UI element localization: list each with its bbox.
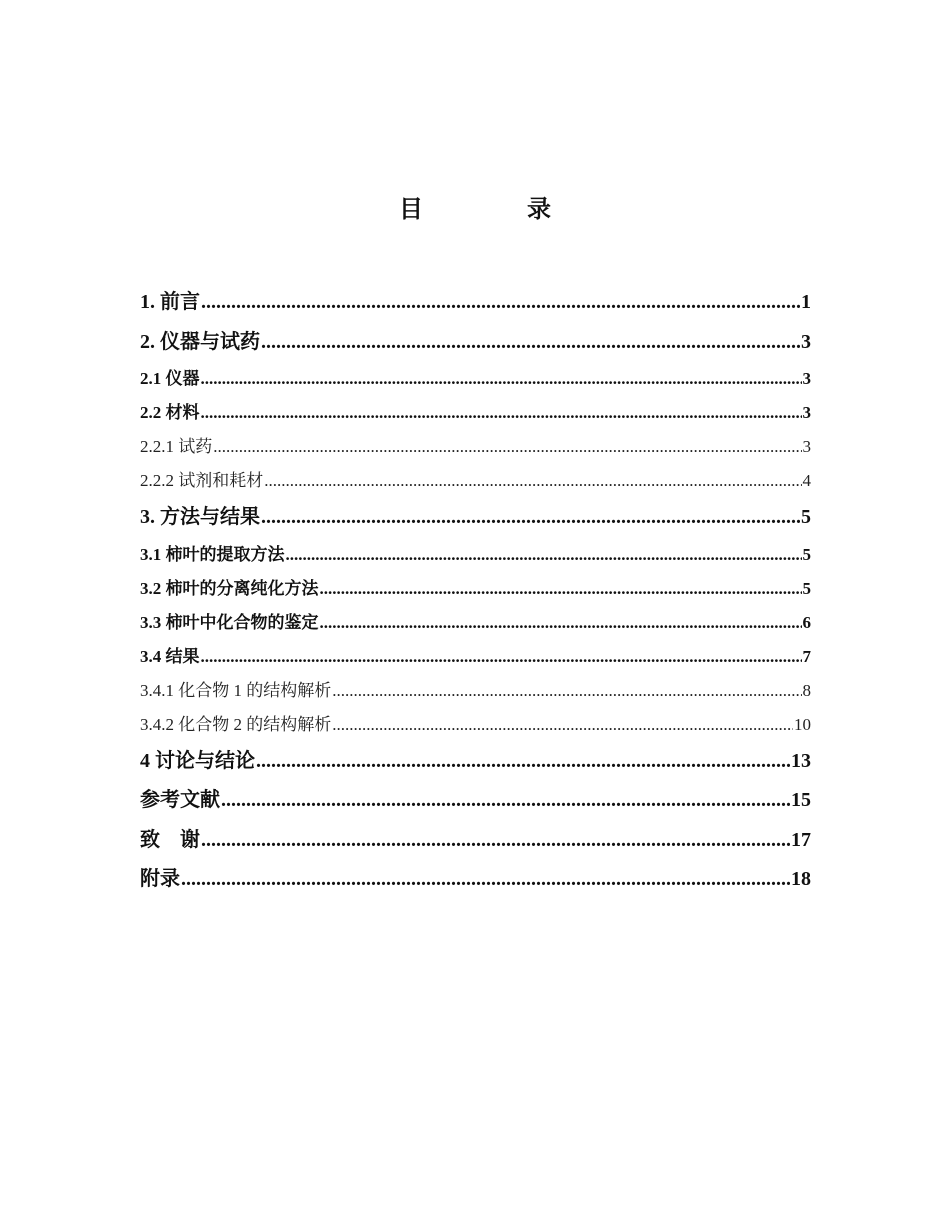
toc-entry-page: 3 xyxy=(802,403,811,422)
toc-entry-page: 15 xyxy=(791,789,811,811)
dot-leader xyxy=(320,572,802,606)
toc-entry-label: 致 谢 xyxy=(140,828,200,851)
toc-entry-instruments-reagents[interactable] xyxy=(140,323,811,363)
toc-entry-page: 8 xyxy=(802,680,811,700)
toc-entry-page: 7 xyxy=(802,646,811,666)
toc-entry-page: 5 xyxy=(802,544,811,564)
toc-list xyxy=(140,283,811,900)
toc-entry-page: 3 xyxy=(802,369,811,388)
toc-entry-reagents-consumables[interactable] xyxy=(140,464,811,498)
toc-entry-page: 10 xyxy=(794,714,811,734)
toc-entry-label: 2.2.2 试剂和耗材 xyxy=(140,471,264,490)
dot-leader xyxy=(221,781,790,821)
toc-entry-label: 参考文献 xyxy=(140,789,220,811)
toc-entry-page: 5 xyxy=(801,506,811,528)
toc-entry-discussion[interactable] xyxy=(140,742,811,782)
toc-entry-page: 5 xyxy=(802,578,811,598)
dot-leader xyxy=(201,362,802,396)
toc-entry-label: 1. 前言 xyxy=(140,291,200,313)
dot-leader xyxy=(286,538,802,572)
toc-entry-preface[interactable] xyxy=(140,283,811,323)
toc-entry-methods-results[interactable] xyxy=(140,498,811,538)
toc-entry-label: 3.1 柿叶的提取方法 xyxy=(140,544,285,564)
toc-title: 目 录 xyxy=(399,197,591,223)
toc-entry-purification[interactable] xyxy=(140,572,811,606)
toc-entry-compound-1[interactable] xyxy=(140,674,811,708)
toc-entry-label: 3.4.1 化合物 1 的结构解析 xyxy=(140,680,332,700)
toc-entry-compound-2[interactable] xyxy=(140,708,811,742)
toc-entry-label: 2.2 材料 xyxy=(140,403,200,422)
dot-leader xyxy=(181,860,790,900)
toc-entry-materials[interactable] xyxy=(140,396,811,430)
dot-leader xyxy=(332,674,801,708)
toc-entry-results[interactable] xyxy=(140,640,811,674)
toc-entry-label: 3.4 结果 xyxy=(140,646,200,666)
dot-leader xyxy=(201,283,800,323)
toc-entry-label: 2.2.1 试药 xyxy=(140,437,213,456)
toc-entry-label: 3.2 柿叶的分离纯化方法 xyxy=(140,578,319,598)
toc-entry-page: 4 xyxy=(802,471,811,490)
toc-entry-label: 3.3 柿叶中化合物的鉴定 xyxy=(140,612,319,632)
dot-leader xyxy=(213,430,801,464)
toc-entry-identification[interactable] xyxy=(140,606,811,640)
toc-entry-page: 3 xyxy=(802,437,811,456)
toc-entry-acknowledgements[interactable] xyxy=(140,821,811,861)
toc-entry-page: 1 xyxy=(801,291,811,313)
toc-entry-page: 18 xyxy=(791,868,811,890)
toc-entry-instruments[interactable] xyxy=(140,362,811,396)
toc-entry-references[interactable] xyxy=(140,781,811,821)
dot-leader xyxy=(201,396,802,430)
toc-entry-label: 3.4.2 化合物 2 的结构解析 xyxy=(140,714,332,734)
toc-entry-extraction[interactable] xyxy=(140,538,811,572)
toc-entry-drugs[interactable] xyxy=(140,430,811,464)
toc-entry-label: 3. 方法与结果 xyxy=(140,506,260,528)
dot-leader xyxy=(256,742,790,782)
dot-leader xyxy=(320,606,802,640)
dot-leader xyxy=(332,708,793,742)
dot-leader xyxy=(264,464,801,498)
dot-leader xyxy=(201,821,790,861)
toc-entry-page: 3 xyxy=(801,330,811,353)
toc-entry-page: 13 xyxy=(791,749,811,772)
toc-entry-label: 4 讨论与结论 xyxy=(140,749,255,772)
toc-entry-label: 附录 xyxy=(140,868,180,890)
toc-entry-appendix[interactable] xyxy=(140,860,811,900)
toc-entry-page: 6 xyxy=(802,612,811,632)
toc-entry-label: 2.1 仪器 xyxy=(140,369,200,388)
toc-entry-label: 2. 仪器与试药 xyxy=(140,330,260,353)
dot-leader xyxy=(261,498,800,538)
dot-leader xyxy=(201,640,802,674)
dot-leader xyxy=(261,323,800,363)
toc-entry-page: 17 xyxy=(791,828,811,851)
